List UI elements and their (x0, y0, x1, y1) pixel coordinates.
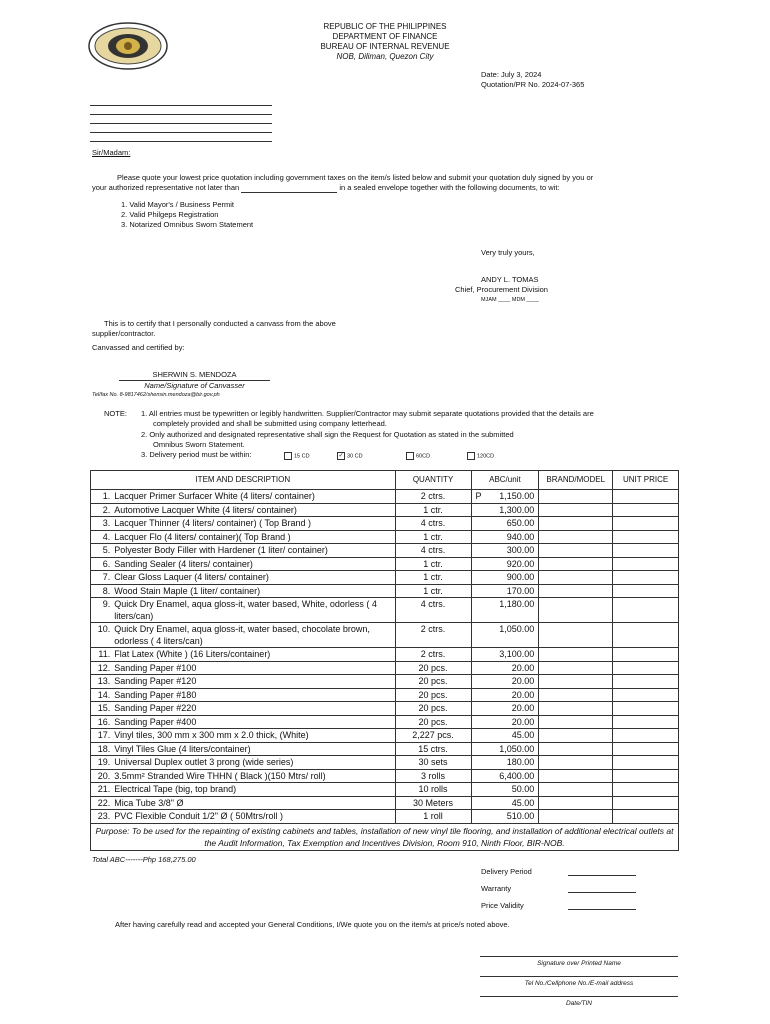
item-unit-price[interactable] (613, 544, 679, 558)
item-unit-price[interactable] (613, 702, 679, 716)
item-description: Vinyl Tiles Glue (4 liters/container) (112, 742, 395, 756)
item-brand-model[interactable] (539, 769, 613, 783)
item-unit-price[interactable] (613, 490, 679, 504)
item-brand-model[interactable] (539, 675, 613, 689)
item-abc-cell (471, 756, 539, 770)
item-brand-model[interactable] (539, 783, 613, 797)
note-2-line-1: 2. Only authorized and designated representative shall sign the Request for Quotation as stated in the submitted (141, 430, 514, 439)
item-number: 16. (91, 715, 113, 729)
item-number: 3. (91, 517, 113, 531)
item-unit-price[interactable] (613, 729, 679, 743)
item-quantity: 10 rolls (395, 783, 471, 797)
item-quantity: 2 ctrs. (395, 490, 471, 504)
item-number: 23. (91, 810, 113, 824)
signatory-title: Chief, Procurement Division (455, 285, 548, 294)
item-number: 10. (91, 623, 113, 648)
item-unit-price[interactable] (613, 557, 679, 571)
item-brand-model[interactable] (539, 729, 613, 743)
item-abc-cell (471, 648, 539, 662)
item-unit-price[interactable] (613, 571, 679, 585)
period-option-60cd[interactable]: 60CD (406, 452, 430, 460)
item-abc: 940.00 (506, 531, 535, 542)
canvasser-caption: Name/Signature of Canvasser (144, 381, 245, 390)
item-number: 9. (91, 598, 113, 623)
item-unit-price[interactable] (613, 648, 679, 662)
item-description: Sanding Paper #120 (112, 675, 395, 689)
item-number: 18. (91, 742, 113, 756)
item-number: 5. (91, 544, 113, 558)
item-description: Flat Latex (White ) (16 Liters/container) (112, 648, 395, 662)
canvassed-label: Canvassed and certified by: (92, 343, 185, 352)
item-unit-price[interactable] (613, 530, 679, 544)
table-row (91, 769, 679, 783)
item-quantity: 20 pcs. (395, 702, 471, 716)
header-abc-unit: ABC/unit (471, 471, 539, 490)
item-abc: 510.00 (506, 811, 535, 821)
note-1-line-2: completely provided and shall be submitted using company letterhead. (153, 419, 387, 428)
item-abc-cell (471, 530, 539, 544)
item-quantity: 1 ctr. (395, 571, 471, 585)
item-abc: 1,050.00 (499, 743, 535, 754)
signature-line[interactable]: Signature over Printed Name (480, 956, 678, 967)
item-unit-price[interactable] (613, 661, 679, 675)
item-quantity: 15 ctrs. (395, 742, 471, 756)
item-description: Quick Dry Enamel, aqua gloss-it, water based, White, odorless ( 4 liters/can) (112, 598, 395, 623)
item-description: Wood Stain Maple (1 liter/ container) (112, 584, 395, 598)
acceptance-statement: After having carefully read and accepted your General Conditions, I/We quote you on the item/s at price/s noted above. (115, 920, 510, 929)
item-quantity: 4 ctrs. (395, 517, 471, 531)
item-unit-price[interactable] (613, 810, 679, 824)
item-unit-price[interactable] (613, 598, 679, 623)
quotation-number: Quotation/PR No. 2024-07-365 (481, 80, 585, 89)
table-row (91, 571, 679, 585)
item-description: Sanding Paper #400 (112, 715, 395, 729)
table-row (91, 742, 679, 756)
item-brand-model[interactable] (539, 571, 613, 585)
checkbox-checked-icon[interactable]: ✓ (338, 453, 344, 459)
header-line-1: REPUBLIC OF THE PHILIPPINES (323, 22, 447, 31)
period-option-30cd[interactable]: ✓ 30 CD (338, 453, 363, 460)
item-brand-model[interactable] (539, 557, 613, 571)
note-2-line-2: Omnibus Sworn Statement. (153, 440, 245, 449)
table-row (91, 729, 679, 743)
header-line-3: BUREAU OF INTERNAL REVENUE (320, 42, 450, 51)
item-description: Lacquer Thinner (4 liters/ container) ( Top Brand ) (112, 517, 395, 531)
item-number: 15. (91, 702, 113, 716)
item-abc-cell (471, 623, 539, 648)
note-3: 3. Delivery period must be within: (141, 450, 252, 459)
agency-header (0, 22, 770, 62)
table-row (91, 490, 679, 504)
item-brand-model[interactable] (539, 544, 613, 558)
checkbox-icon[interactable] (467, 452, 475, 460)
item-unit-price[interactable] (613, 742, 679, 756)
item-number: 6. (91, 557, 113, 571)
addressee-blank-lines (90, 97, 272, 142)
item-description: 3.5mm² Stranded Wire THHN ( Black )(150 Mtrs/ roll) (112, 769, 395, 783)
item-quantity: 4 ctrs. (395, 544, 471, 558)
header-item-description: ITEM AND DESCRIPTION (91, 471, 396, 490)
item-brand-model[interactable] (539, 490, 613, 504)
item-quantity: 2 ctrs. (395, 648, 471, 662)
item-quantity: 30 sets (395, 756, 471, 770)
item-description: Lacquer Primer Surfacer White (4 liters/ container) (112, 490, 395, 504)
table-row (91, 796, 679, 810)
item-abc: 170.00 (506, 585, 535, 596)
item-abc: 20.00 (511, 662, 535, 673)
item-description: Electrical Tape (big, top brand) (112, 783, 395, 797)
item-abc-cell (471, 490, 539, 504)
item-abc-cell (471, 769, 539, 783)
item-abc-cell (471, 810, 539, 824)
item-description: Sanding Paper #180 (112, 688, 395, 702)
period-option-120cd[interactable]: 120CD (467, 452, 494, 460)
table-row (91, 544, 679, 558)
item-abc: 45.00 (511, 730, 535, 740)
item-abc: 300.00 (506, 545, 535, 555)
item-abc: 20.00 (511, 703, 535, 713)
item-abc: 6,400.00 (499, 770, 535, 781)
intro-text-line-1: Please quote your lowest price quotation including government taxes on the item/s listed below and submit your quotation duly signed by you or (117, 173, 594, 182)
item-brand-model[interactable] (539, 796, 613, 810)
item-quantity: 1 ctr. (395, 530, 471, 544)
item-abc: 1,050.00 (499, 624, 535, 634)
item-unit-price[interactable] (613, 715, 679, 729)
contact-line[interactable]: Tel No./Cellphone No./E-mail address (480, 976, 678, 987)
note-label: NOTE: (104, 409, 127, 418)
item-quantity: 20 pcs. (395, 661, 471, 675)
item-unit-price[interactable] (613, 675, 679, 689)
item-abc: 900.00 (506, 572, 535, 582)
item-unit-price[interactable] (613, 796, 679, 810)
item-abc-cell (471, 661, 539, 675)
item-description: Sanding Paper #100 (112, 661, 395, 675)
item-abc: 20.00 (511, 689, 535, 700)
item-number: 1. (91, 490, 113, 504)
item-quantity: 1 ctr. (395, 584, 471, 598)
peso-sign: P (475, 491, 482, 501)
warranty-field[interactable] (568, 892, 636, 893)
table-row (91, 702, 679, 716)
table-row (91, 648, 679, 662)
item-brand-model[interactable] (539, 688, 613, 702)
canvasser-name: SHERWIN S. MENDOZA (119, 370, 270, 381)
price-validity-label: Price Validity (481, 901, 524, 910)
item-number: 4. (91, 530, 113, 544)
item-number: 21. (91, 783, 113, 797)
item-unit-price[interactable] (613, 584, 679, 598)
price-validity-field[interactable] (568, 909, 636, 910)
deadline-blank (241, 184, 337, 193)
item-unit-price[interactable] (613, 783, 679, 797)
item-abc-cell (471, 783, 539, 797)
item-abc: 20.00 (511, 716, 535, 727)
closing: Very truly yours, (481, 248, 535, 257)
item-brand-model[interactable] (539, 702, 613, 716)
quotation-date: Date: July 3, 2024 (481, 70, 542, 79)
item-abc: 650.00 (506, 518, 535, 528)
item-brand-model[interactable] (539, 756, 613, 770)
item-description: Polyester Body Filler with Hardener (1 liter/ container) (112, 544, 395, 558)
document-item: 2. Valid Philgeps Registration (121, 210, 219, 219)
item-brand-model[interactable] (539, 598, 613, 623)
item-description: Sanding Sealer (4 liters/ container) (112, 557, 395, 571)
item-abc-cell (471, 715, 539, 729)
item-quantity: 2 ctrs. (395, 623, 471, 648)
item-brand-model[interactable] (539, 810, 613, 824)
table-row (91, 688, 679, 702)
item-unit-price[interactable] (613, 769, 679, 783)
item-unit-price[interactable] (613, 517, 679, 531)
initials: MJAM ____ MDM ____ (481, 297, 539, 303)
item-number: 20. (91, 769, 113, 783)
item-abc-cell (471, 544, 539, 558)
table-row (91, 557, 679, 571)
checkbox-icon[interactable] (406, 452, 414, 460)
header-quantity: QUANTITY (395, 471, 471, 490)
item-description: Clear Gloss Laquer (4 liters/ container) (112, 571, 395, 585)
item-abc: 920.00 (506, 558, 535, 569)
certify-line-1: This is to certify that I personally conducted a canvass from the above (104, 319, 336, 328)
item-abc: 1,300.00 (499, 504, 535, 515)
table-row (91, 675, 679, 689)
period-option-15cd[interactable]: 15 CD (284, 452, 310, 460)
item-abc-cell (471, 517, 539, 531)
item-quantity: 1 roll (395, 810, 471, 824)
item-unit-price[interactable] (613, 756, 679, 770)
required-documents-list (121, 200, 253, 230)
item-number: 11. (91, 648, 113, 662)
item-abc-cell (471, 688, 539, 702)
item-abc-cell (471, 571, 539, 585)
header-brand-model: BRAND/MODEL (539, 471, 613, 490)
table-row (91, 584, 679, 598)
table-row (91, 783, 679, 797)
table-row (91, 715, 679, 729)
item-description: Universal Duplex outlet 3 prong (wide series) (112, 756, 395, 770)
header-line-2: DEPARTMENT OF FINANCE (332, 32, 438, 41)
item-quantity: 2,227 pcs. (395, 729, 471, 743)
table-row (91, 530, 679, 544)
item-number: 2. (91, 503, 113, 517)
total-abc: Total ABC-------Php 168,275.00 (92, 855, 196, 864)
item-abc: 180.00 (506, 757, 535, 767)
certify-line-2: supplier/contractor. (92, 329, 156, 338)
item-unit-price[interactable] (613, 623, 679, 648)
item-number: 7. (91, 571, 113, 585)
item-brand-model[interactable] (539, 517, 613, 531)
item-quantity: 20 pcs. (395, 715, 471, 729)
item-abc: 3,100.00 (499, 649, 535, 659)
item-number: 13. (91, 675, 113, 689)
item-number: 22. (91, 796, 113, 810)
date-tin-line[interactable]: Date/TIN (480, 996, 678, 1007)
item-quantity: 20 pcs. (395, 688, 471, 702)
intro-text-line-2: your authorized representative not later than in a sealed envelope together with the following documents, to wit: (92, 183, 560, 192)
item-number: 19. (91, 756, 113, 770)
purpose-row (91, 823, 679, 850)
item-abc: 50.00 (511, 784, 535, 794)
item-quantity: 20 pcs. (395, 675, 471, 689)
item-unit-price[interactable] (613, 503, 679, 517)
item-quantity: 3 rolls (395, 769, 471, 783)
item-description: PVC Flexible Conduit 1/2" Ø ( 50Mtrs/roll ) (112, 810, 395, 824)
table-row (91, 810, 679, 824)
note-1-line-1: 1. All entries must be typewritten or legibly handwritten. Supplier/Contractor may submit separate quotations provided that the details are (141, 409, 594, 418)
purpose-text: Purpose: To be used for the repainting of existing cabinets and tables, installation of new vinyl tile flooring, and installation of additional electrical outlets at the Audit Information, Tax Exemption and Incentives Division, Room 910, Ninth Floor, BIR-NOB. (91, 823, 679, 850)
item-abc-cell (471, 503, 539, 517)
item-brand-model[interactable] (539, 661, 613, 675)
item-abc-cell (471, 584, 539, 598)
table-row (91, 756, 679, 770)
document-item: 3. Notarized Omnibus Sworn Statement (121, 220, 254, 229)
item-description: Lacquer Flo (4 liters/ container)( Top Brand ) (112, 530, 395, 544)
header-unit-price: UNIT PRICE (613, 471, 679, 490)
item-description: Quick Dry Enamel, aqua gloss-it, water based, chocolate brown, odorless ( 4 liters/can) (112, 623, 395, 648)
item-quantity: 30 Meters (395, 796, 471, 810)
item-number: 17. (91, 729, 113, 743)
item-unit-price[interactable] (613, 688, 679, 702)
item-brand-model[interactable] (539, 584, 613, 598)
table-row (91, 517, 679, 531)
items-table (90, 470, 679, 851)
item-abc: 1,150.00 (499, 491, 535, 501)
warranty-label: Warranty (481, 884, 512, 893)
item-abc-cell (471, 796, 539, 810)
item-abc-cell (471, 742, 539, 756)
delivery-period-label: Delivery Period (481, 867, 532, 876)
header-line-4: NOB, Diliman, Quezon City (336, 52, 434, 61)
salutation: Sir/Madam: (92, 148, 131, 157)
table-row (91, 623, 679, 648)
item-description: Vinyl tiles, 300 mm x 300 mm x 2.0 thick, (White) (112, 729, 395, 743)
item-brand-model[interactable] (539, 715, 613, 729)
delivery-period-field[interactable] (568, 875, 636, 876)
document-item: 1. Valid Mayor's / Business Permit (121, 200, 234, 209)
item-description: Sanding Paper #220 (112, 702, 395, 716)
canvasser-contact: Tel/fax No. 8-9817462/shensin.mendoza@bir.gov.ph (92, 392, 220, 398)
checkbox-icon[interactable] (284, 452, 292, 460)
item-number: 14. (91, 688, 113, 702)
item-description: Automotive Lacquer White (4 liters/ container) (112, 503, 395, 517)
table-header-row (91, 471, 679, 490)
table-row (91, 503, 679, 517)
item-abc-cell (471, 675, 539, 689)
item-quantity: 1 ctr. (395, 503, 471, 517)
item-number: 12. (91, 661, 113, 675)
item-quantity: 4 ctrs. (395, 598, 471, 623)
item-abc-cell (471, 557, 539, 571)
table-row (91, 598, 679, 623)
item-abc-cell (471, 702, 539, 716)
item-brand-model[interactable] (539, 742, 613, 756)
table-row (91, 661, 679, 675)
item-brand-model[interactable] (539, 530, 613, 544)
item-abc-cell (471, 729, 539, 743)
item-brand-model[interactable] (539, 648, 613, 662)
item-brand-model[interactable] (539, 623, 613, 648)
item-brand-model[interactable] (539, 503, 613, 517)
item-abc: 1,180.00 (499, 599, 535, 609)
item-description: Mica Tube 3/8" Ø (112, 796, 395, 810)
item-abc: 20.00 (511, 676, 535, 686)
item-quantity: 1 ctr. (395, 557, 471, 571)
item-abc-cell (471, 598, 539, 623)
item-number: 8. (91, 584, 113, 598)
item-abc: 45.00 (511, 797, 535, 808)
signatory-name: ANDY L. TOMAS (481, 275, 539, 284)
